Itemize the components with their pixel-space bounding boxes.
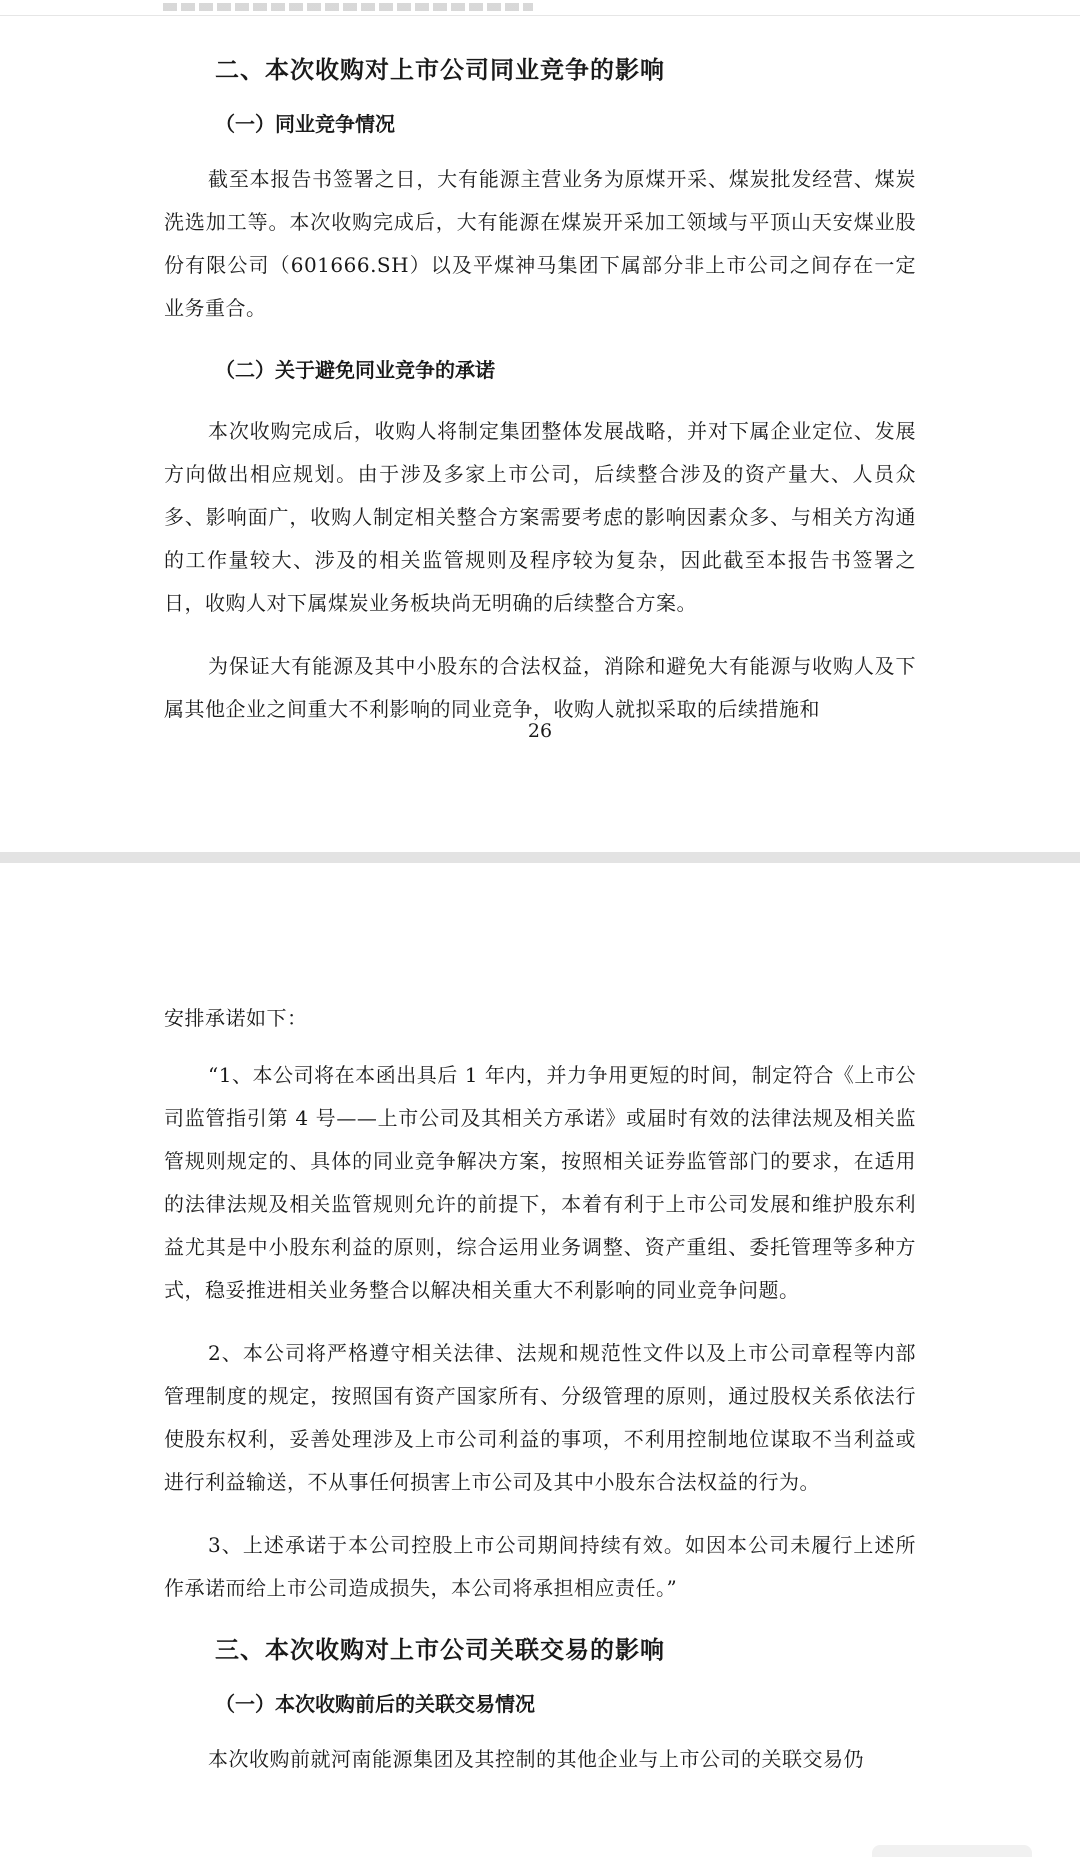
page-number: 26 [527, 720, 553, 742]
paragraph: 截至本报告书签署之日，大有能源主营业务为原煤开采、煤炭批发经营、煤炭洗选加工等。本次收购完成后，大有能源在煤炭开采加工领域与平顶山天安煤业股份有限公司（601666.SH）以及平煤神马集团下属部分非上市公司之间存在一定业务重合。 [164, 167, 916, 320]
subsection-heading: （一）本次收购前后的关联交易情况 [215, 1692, 535, 1716]
section-heading: 二、本次收购对上市公司同业竞争的影响 [215, 56, 665, 84]
commitment-item-2: 2、本公司将严格遵守相关法律、法规和规范性文件以及上市公司章程等内部管理制度的规定，按照国有资产国家所有、分级管理的原则，通过股权关系依法行使股东权利，妥善处理涉及上市公司利益的事项，不利用控制地位谋取不当利益或进行利益输送，不从事任何损害上市公司及其中小股东合法权益的行为。 [164, 1341, 916, 1494]
page-content [164, 50, 916, 731]
corner-overlay [872, 1845, 1032, 1857]
commitment-item-1: “1、本公司将在本函出具后 1 年内，并力争用更短的时间，制定符合《上市公司监管指引第 4 号——上市公司及其相关方承诺》或届时有效的法律法规及相关监管规则规定的、具体的同业竞争解决方案，按照相关证券监管部门的要求，在适用的法律法规及相关监管规则允许的前提下，本着有利于上市公司发展和维护股东利益尤其是中小股东利益的原则，综合运用业务调整、资产重组、委托管理等多种方式，稳妥推进相关业务整合以解决相关重大不利影响的同业竞争问题。 [164, 1063, 916, 1302]
paragraph: 为保证大有能源及其中小股东的合法权益，消除和避免大有能源与收购人及下属其他企业之间重大不利影响的同业竞争，收购人就拟采取的后续措施和 [164, 654, 916, 721]
page-separator [0, 852, 1080, 863]
clipped-text-line [163, 3, 533, 11]
subsection-heading: （一）同业竞争情况 [215, 112, 395, 136]
paragraph: 本次收购前就河南能源集团及其控制的其他企业与上市公司的关联交易仍 [208, 1747, 864, 1771]
paragraph: 安排承诺如下： [164, 1006, 308, 1030]
document-page-26 [0, 16, 1080, 852]
section-heading: 三、本次收购对上市公司关联交易的影响 [215, 1636, 665, 1664]
previous-page-fragment [0, 0, 1080, 16]
paragraph: 本次收购完成后，收购人将制定集团整体发展战略，并对下属企业定位、发展方向做出相应规划。由于涉及多家上市公司，后续整合涉及的资产量大、人员众多、影响面广，收购人制定相关整合方案需要考虑的影响因素众多、与相关方沟通的工作量较大、涉及的相关监管规则及程序较为复杂，因此截至本报告书签署之日，收购人对下属煤炭业务板块尚无明确的后续整合方案。 [164, 419, 916, 615]
subsection-heading: （二）关于避免同业竞争的承诺 [215, 358, 495, 382]
commitment-item-3: 3、上述承诺于本公司控股上市公司期间持续有效。如因本公司未履行上述所作承诺而给上市公司造成损失，本公司将承担相应责任。” [164, 1533, 916, 1600]
page-content [164, 997, 916, 1781]
document-page-27 [0, 863, 1080, 1857]
